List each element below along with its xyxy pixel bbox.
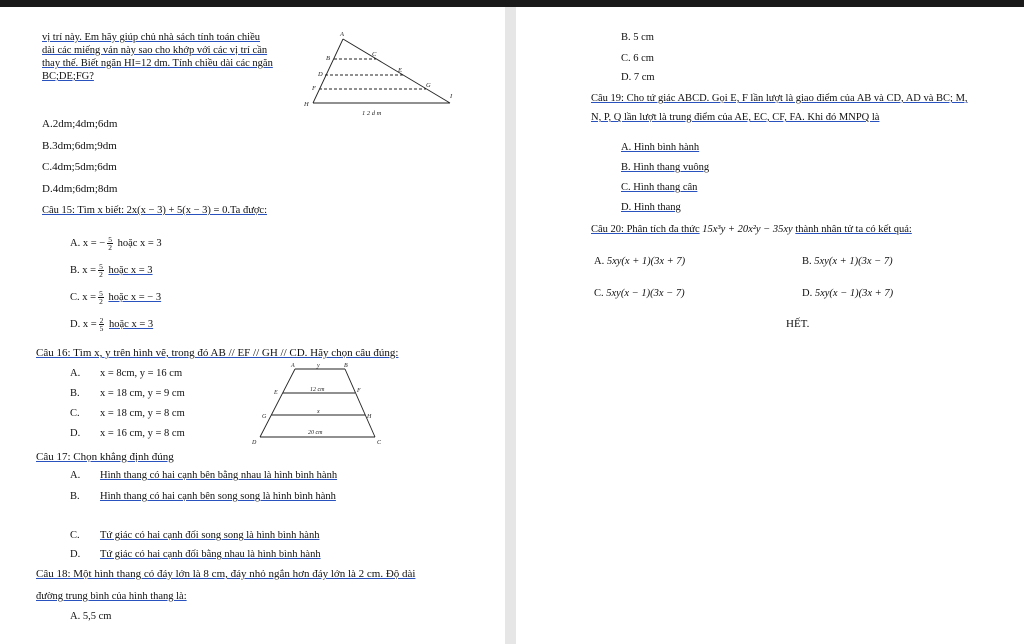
document-page-right [516, 7, 1024, 644]
q16-option-d: D. x = 16 cm, y = 8 cm [70, 428, 185, 439]
fig2-label-c: C [377, 440, 382, 446]
q16-option-a: A. x = 8cm, y = 16 cm [70, 368, 183, 379]
fig2-ef-label: 12 cm [310, 387, 325, 393]
fig2-label-a: A [291, 363, 295, 369]
q17-option-d: D. Tứ giác có hai cạnh đối bằng nhau là hình bình hành [70, 549, 321, 560]
q19-option-b: B. Hình thang vuông [621, 162, 710, 173]
q15-option-c: C. x = $\frac{5}{2}$ hoặc x = − 3 [70, 289, 162, 306]
q15-stem: Câu 15: Tìm x biết: 2x(x − 3) + 5(x − 3) = 0.Ta được: [42, 205, 268, 216]
q19-stem-line-1: Câu 19: Cho tứ giác ABCD. Gọi E, F lần lượt là giao điểm của AB và CD, AD và BC; M, [591, 93, 968, 104]
end-marker: HẾT. [786, 318, 810, 330]
intro-line-4: BC;DE;FG? [42, 71, 94, 82]
q20-stem: Câu 20: Phân tích đa thức 15x³y + 20x²y − 35xy thành nhân tử ta có kết quả: [591, 224, 912, 235]
q14-option-a: A.2dm;4dm;6dm [42, 118, 118, 130]
q20-option-a: A. 5xy(x + 1)(3x + 7) [594, 256, 686, 267]
intro-line-2: dài các miếng ván này sao cho khớp với các vị trí cần [42, 45, 268, 56]
fig1-label-h: H [304, 101, 309, 108]
q17-option-b: B. Hình thang có hai cạnh bên song song là hình bình hành [70, 491, 336, 502]
q17-stem: Câu 17: Chọn khẳng định đúng [36, 451, 174, 463]
fig1-label-g: G [426, 82, 431, 89]
q20-option-d: D. 5xy(x − 1)(3x + 7) [802, 288, 894, 299]
q20-option-c: C. 5xy(x − 1)(3x − 7) [594, 288, 685, 299]
window-top-bar [0, 0, 1024, 7]
q20-option-b: B. 5xy(x + 1)(3x − 7) [802, 256, 893, 267]
q18-option-b: B. 5 cm [621, 32, 654, 43]
fig1-label-a: A [340, 31, 344, 38]
fig1-base-label: 1 2 d m [362, 110, 382, 117]
q19-stem-line-2: N, P, Q lần lượt là trung điểm của AE, EC, CF, FA. Khi đó MNPQ là [591, 112, 880, 123]
q15-option-b: B. x = $\frac{5}{2}$ hoặc x = 3 [70, 262, 153, 279]
fig1-label-c: C [372, 51, 377, 58]
figure-q16-trapezoid [250, 361, 390, 451]
q15-option-d: D. x = $\frac{2}{5}$ hoặc x = 3 [70, 316, 154, 333]
fig2-label-h: H [367, 414, 372, 420]
fig1-label-i: I [450, 93, 453, 100]
q18-option-a: A. 5,5 cm [70, 611, 112, 622]
q14-option-b: B.3dm;6dm;9dm [42, 140, 117, 152]
fig1-label-d: D [318, 71, 323, 78]
q18-stem-line-2: đường trung bình của hình thang là: [36, 591, 187, 602]
fig2-label-e: E [274, 390, 278, 396]
fig2-label-y: y [317, 363, 320, 369]
q14-option-d: D.4dm;6dm;8dm [42, 183, 118, 195]
q17-option-a: A. Hình thang có hai cạnh bên bằng nhau là hình bình hành [70, 470, 338, 481]
q17-option-c: C. Tứ giác có hai cạnh đối song song là hình bình hành [70, 530, 320, 541]
q16-stem: Câu 16: Tìm x, y trên hình vẽ, trong đó AB // EF // GH // CD. Hãy chọn câu đúng: [36, 347, 399, 359]
fig2-label-d: D [252, 440, 257, 446]
q19-option-a: A. Hình bình hành [621, 142, 700, 153]
fig1-label-b: B [326, 55, 330, 62]
q18-stem-line-1: Câu 18: Một hình thang có đáy lớn là 8 cm, đáy nhỏ ngắn hơn đáy lớn là 2 cm. Độ dài [36, 568, 416, 580]
intro-line-3: thay thế. Biết ngăn HI=12 dm. Tính chiều dài các ngăn [42, 58, 273, 69]
q14-option-c: C.4dm;5dm;6dm [42, 161, 117, 173]
figure-shelf-trapezoid [300, 27, 460, 119]
fig1-label-e: E [398, 67, 402, 74]
q18-option-d: D. 7 cm [621, 72, 655, 83]
q16-option-c: C. x = 18 cm, y = 8 cm [70, 408, 185, 419]
fig2-label-x: x [317, 409, 320, 415]
q15-option-a: A. x = − $\frac{5}{2}$ hoặc x = 3 [70, 235, 162, 252]
q20-expression: 15x³y + 20x²y − 35xy [702, 224, 793, 235]
fig2-dc-label: 20 cm [308, 430, 323, 436]
fig2-label-f: F [357, 388, 361, 394]
fig2-label-b: B [344, 363, 348, 369]
intro-line-1: vị trí này. Em hãy giúp chủ nhà sách tính toán chiều [42, 32, 261, 43]
fig1-label-f: F [312, 85, 316, 92]
document-page-left [0, 7, 505, 644]
fig2-label-g: G [262, 414, 267, 420]
q19-option-c: C. Hình thang cân [621, 182, 698, 193]
q19-option-d: D. Hình thang [621, 202, 681, 213]
q18-option-c: C. 6 cm [621, 53, 654, 64]
q16-option-b: B. x = 18 cm, y = 9 cm [70, 388, 185, 399]
